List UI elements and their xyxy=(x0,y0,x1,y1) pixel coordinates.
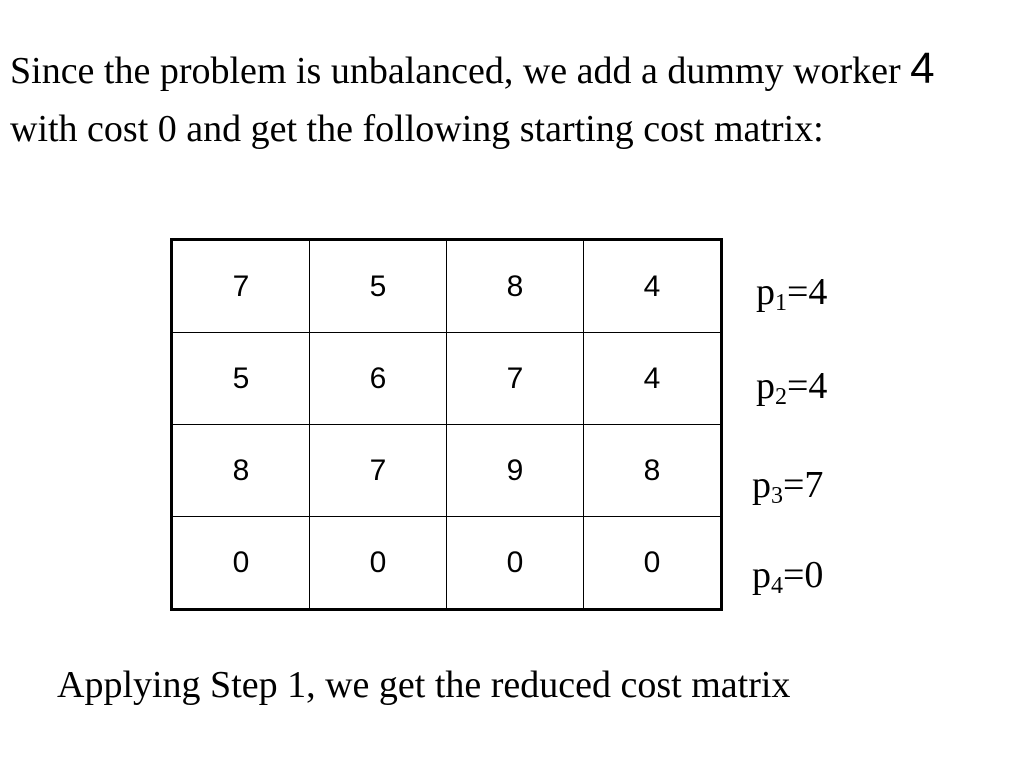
potential-p2 xyxy=(756,364,827,408)
matrix-cell: 0 xyxy=(447,517,584,610)
matrix-row xyxy=(172,240,722,333)
potential-index: 2 xyxy=(775,384,787,410)
potential-index: 1 xyxy=(775,290,787,316)
potential-value: =4 xyxy=(787,365,828,407)
potential-index: 3 xyxy=(771,483,783,509)
matrix-cell: 8 xyxy=(447,240,584,333)
potential-p1 xyxy=(756,270,827,314)
footer-text: Applying Step 1, we get the reduced cost matrix xyxy=(57,664,791,706)
matrix-cell: 7 xyxy=(172,240,310,333)
matrix-cell: 6 xyxy=(310,333,447,425)
matrix-cell: 0 xyxy=(584,517,722,610)
matrix-row xyxy=(172,425,722,517)
intro-paragraph xyxy=(10,40,970,158)
potential-symbol: p xyxy=(752,554,771,596)
potential-index: 4 xyxy=(771,573,783,599)
potential-value: =7 xyxy=(783,464,824,506)
potential-p3 xyxy=(752,463,823,507)
matrix-cell: 7 xyxy=(447,333,584,425)
matrix-cell: 4 xyxy=(584,333,722,425)
matrix-cell: 4 xyxy=(584,240,722,333)
potential-symbol: p xyxy=(752,464,771,506)
matrix-row xyxy=(172,517,722,610)
matrix-cell: 5 xyxy=(310,240,447,333)
intro-text-end: with cost 0 and get the following starting cost matrix: xyxy=(10,108,824,150)
potential-symbol: p xyxy=(756,271,775,313)
potential-symbol: p xyxy=(756,365,775,407)
potential-value: =0 xyxy=(783,554,824,596)
dummy-worker-number: 4 xyxy=(910,44,935,93)
matrix-cell: 8 xyxy=(584,425,722,517)
matrix-cell: 9 xyxy=(447,425,584,517)
matrix-cell: 0 xyxy=(172,517,310,610)
matrix-cell: 0 xyxy=(310,517,447,610)
potential-p4 xyxy=(752,553,823,597)
potential-value: =4 xyxy=(787,271,828,313)
intro-text-start: Since the problem is unbalanced, we add a dummy worker xyxy=(10,50,911,92)
matrix-cell: 5 xyxy=(172,333,310,425)
cost-matrix xyxy=(170,238,723,611)
matrix-cell: 7 xyxy=(310,425,447,517)
matrix-row xyxy=(172,333,722,425)
matrix-cell: 8 xyxy=(172,425,310,517)
